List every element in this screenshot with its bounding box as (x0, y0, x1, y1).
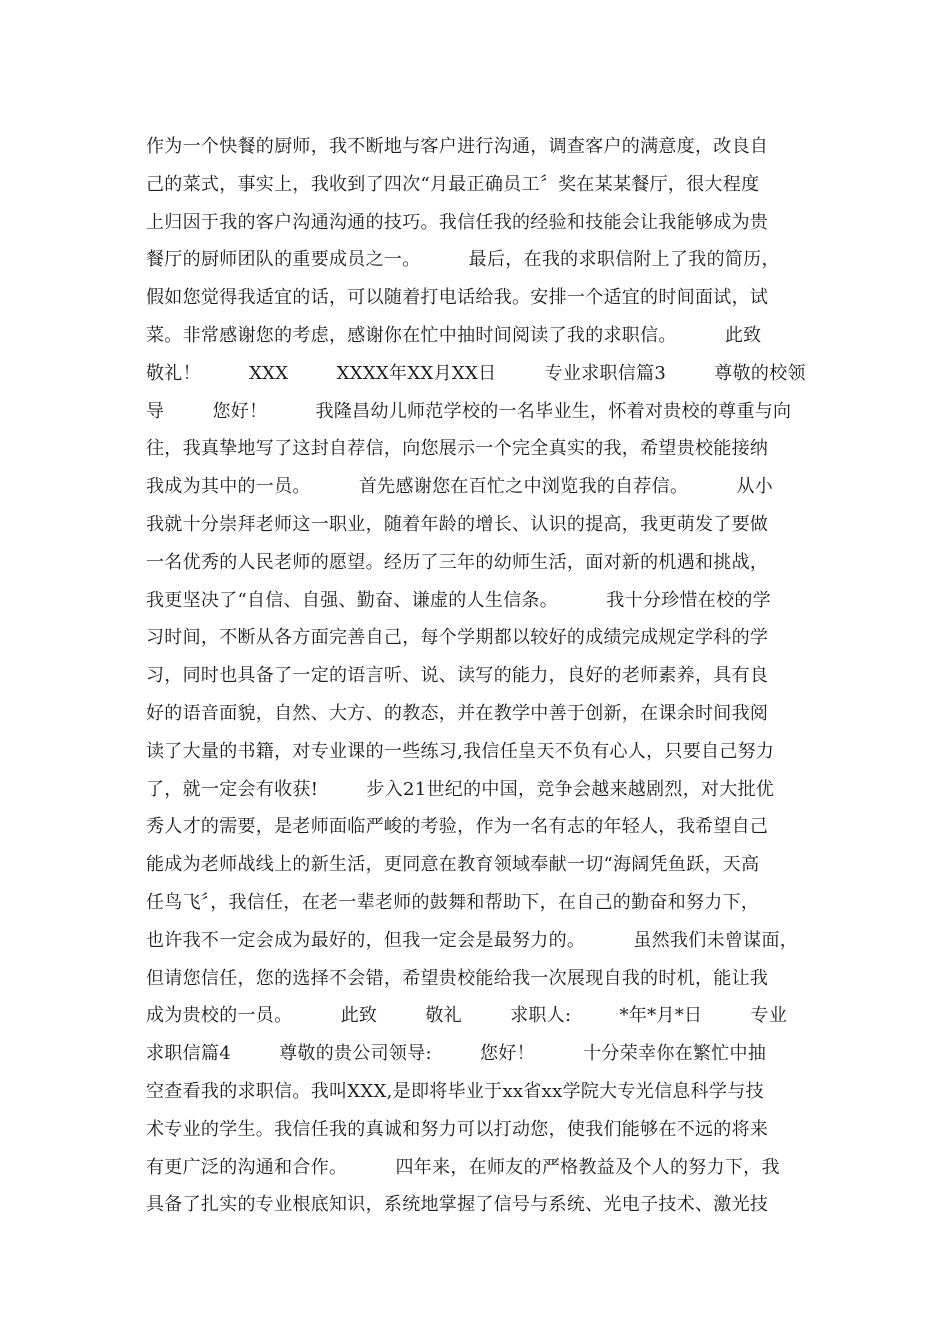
text-line: 习，同时也具备了一定的语言听、说、读写的能力，良好的老师素养，具有良 (146, 665, 769, 687)
text-line: 一名优秀的人民老师的愿望。经历了三年的幼师生活，面对新的机遇和挑战， (146, 551, 769, 573)
text-line: 读了大量的书籍，对专业课的一些练习,我信任皇天不负有心人，只要自己努力 (146, 740, 775, 762)
text-line: 我更坚决了“自信、自强、勤奋、谦虚的人生信条。 我十分珍惜在校的学 (146, 589, 771, 611)
text-line: 我就十分崇拜老师这一职业，随着年龄的增长、认识的提高，我更萌发了要做 (146, 513, 769, 535)
text-line: 己的菜式，事实上，我收到了四次“月最正确员工〞奖在某某餐厅，很大程度 (146, 173, 760, 195)
text-line: 求职信篇4 尊敬的贵公司领导: 您好！ 十分荣幸你在繁忙中抽 (146, 1043, 767, 1065)
text-line: 了，就一定会有收获! 步入21世纪的中国，竞争会越来越剧烈，对大批优 (146, 778, 775, 800)
text-line: 菜。非常感谢您的考虑，感谢你在忙中抽时间阅读了我的求职信。 此致 (146, 324, 762, 346)
text-line: 餐厅的厨师团队的重要成员之一。 最后，在我的求职信附上了我的简历， (146, 249, 780, 271)
text-line: 能成为老师战线上的新生活，更同意在教育领域奉献一切“海阔凭鱼跃，天高 (146, 854, 760, 876)
text-line: 作为一个快餐的厨师，我不断地与客户进行沟通，调查客户的满意度，改良自 (146, 136, 769, 157)
text-line: 往，我真挚地写了这封自荐信，向您展示一个完全真实的我，希望贵校能接纳 (146, 438, 769, 460)
text-line: 有更广泛的沟通和合作。 四年来，在师友的严格教益及个人的努力下，我 (146, 1156, 780, 1178)
text-line: 导 您好！ 我隆昌幼儿师范学校的一名毕业生，怀着对贵校的尊重与向 (146, 400, 792, 422)
text-line: 敬礼！ XXX XXXX年XX月XX日 专业求职信篇3 尊敬的校领 (146, 362, 806, 384)
body-text (146, 128, 836, 1224)
text-line: 任鸟飞〞，我信任，在老一辈老师的鼓舞和帮助下，在自己的勤奋和努力下， (146, 891, 760, 913)
text-line: 秀人才的需要，是老师面临严峻的考验，作为一名有志的年轻人，我希望自己 (146, 816, 769, 838)
text-line: 假如您觉得我适宜的话，可以随着打电话给我。安排一个适宜的时间面试，试 (146, 287, 769, 309)
text-line: 具备了扎实的专业根底知识，系统地掌握了信号与系统、光电子技术、激光技 (146, 1194, 769, 1216)
text-line: 术专业的学生。我信任我的真诚和努力可以打动您，使我们能够在不远的将来 (146, 1118, 769, 1140)
text-line: 上归因于我的客户沟通沟通的技巧。我信任我的经验和技能会让我能够成为贵 (146, 211, 769, 233)
text-line: 空查看我的求职信。我叫XXX,是即将毕业于xx省xx学院大专光信息科学与技 (146, 1080, 764, 1102)
text-line: 习时间，不断从各方面完善自己，每个学期都以较好的成绩完成规定学科的学 (146, 627, 769, 649)
text-line: 我成为其中的一员。 首先感谢您在百忙之中浏览我的自荐信。 从小 (146, 476, 774, 498)
text-line: 成为贵校的一员。 此致 敬礼 求职人: *年*月*日 专业 (146, 1005, 788, 1027)
text-line: 但请您信任，您的选择不会错，希望贵校能给我一次展现自我的时机，能让我 (146, 967, 769, 989)
text-line: 也许我不一定会成为最好的，但我一定会是最努力的。 虽然我们未曾谋面， (146, 929, 799, 951)
text-line: 好的语音面貌，自然、大方、的教态，并在教学中善于创新，在课余时间我阅 (146, 702, 769, 724)
